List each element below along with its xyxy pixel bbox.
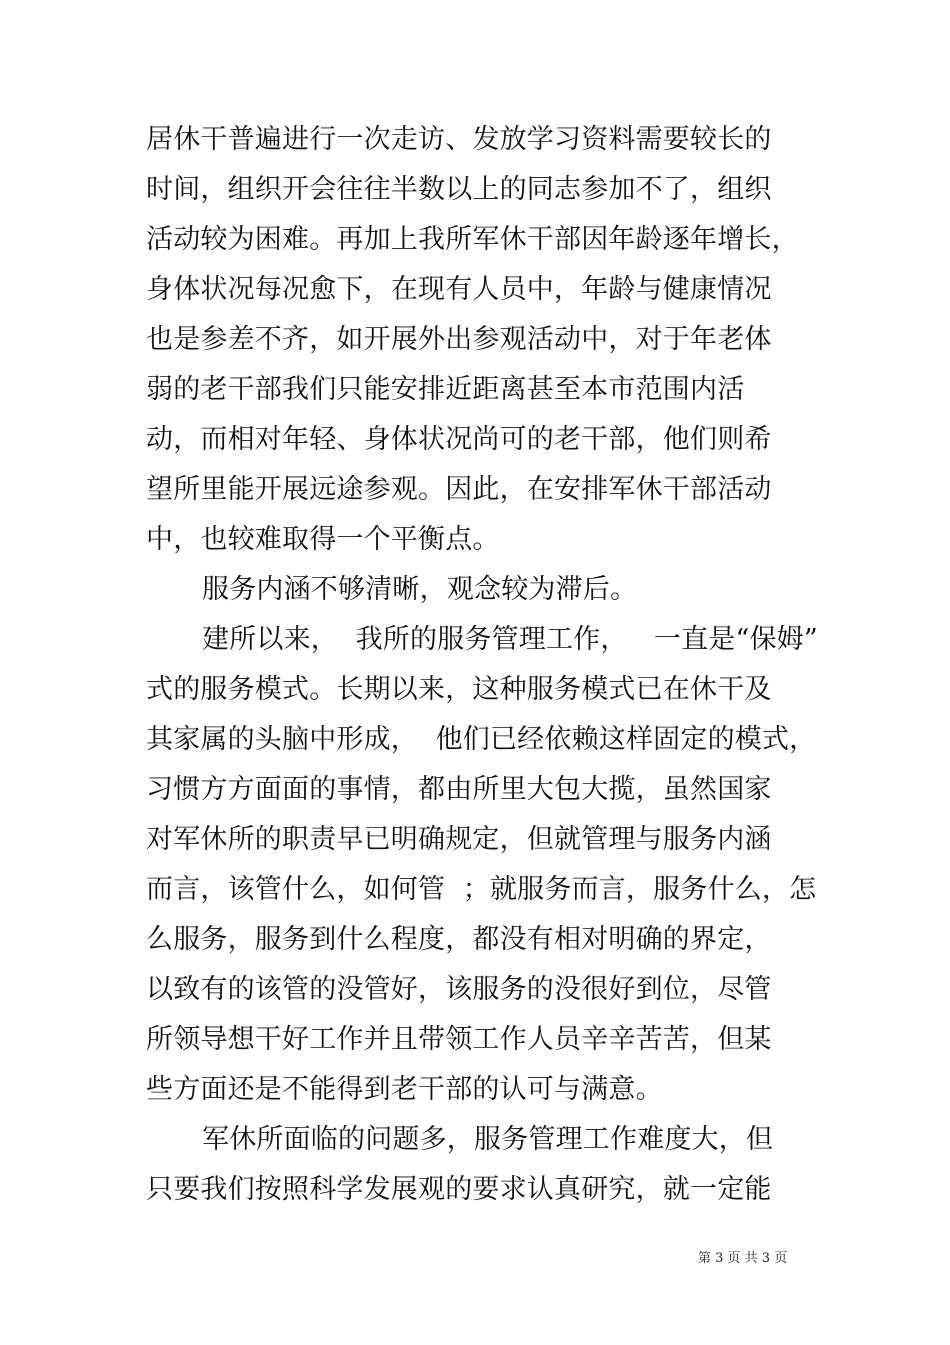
paragraph-line: 以致有的该管的没管好，该服务的没很好到位，尽管: [146, 974, 772, 1005]
paragraph-line: 时间，组织开会往往半数以上的同志参加不了，组织: [146, 174, 772, 205]
paragraph-line: 只要我们按照科学发展观的要求认真研究，就一定能: [146, 1174, 772, 1205]
paragraph-line: 建所以来， 我所的服务管理工作， 一直是“保姆”: [202, 624, 818, 655]
paragraph-line: 而言，该管什么，如何管 ；就服务而言，服务什么，怎: [146, 874, 817, 905]
paragraph-line: 也是参差不齐，如开展外出参观活动中，对于年老体: [146, 324, 772, 355]
paragraph-line: 军休所面临的问题多，服务管理工作难度大，但: [202, 1124, 774, 1155]
paragraph-line: 些方面还是不能得到老干部的认可与满意。: [146, 1074, 663, 1105]
section-heading-line: 服务内涵不够清晰，观念较为滞后。: [202, 574, 638, 605]
paragraph-line: 动，而相对年轻、身体状况尚可的老干部，他们则希: [146, 424, 772, 455]
paragraph-line: 居休干普遍进行一次走访、发放学习资料需要较长的: [146, 124, 772, 155]
paragraph-line: 望所里能开展远途参观。因此，在安排军休干部活动: [146, 474, 772, 505]
paragraph-line: 弱的老干部我们只能安排近距离甚至本市范围内活: [146, 374, 745, 405]
paragraph-line: 所领导想干好工作并且带领工作人员辛辛苦苦，但某: [146, 1024, 772, 1055]
paragraph-line: 式的服务模式。长期以来，这种服务模式已在休干及: [146, 674, 772, 705]
paragraph-line: 其家属的头脑中形成， 他们已经依赖这样固定的模式，: [146, 724, 817, 755]
paragraph-line: 么服务，服务到什么程度，都没有相对明确的界定，: [146, 924, 772, 955]
page-number-footer: 第 3 页 共 3 页: [698, 1251, 788, 1266]
paragraph-line: 中，也较难取得一个平衡点。: [146, 524, 500, 555]
paragraph-line: 对军休所的职责早已明确规定，但就管理与服务内涵: [146, 824, 772, 855]
paragraph-line: 习惯方方面面的事情，都由所里大包大揽，虽然国家: [146, 774, 772, 805]
paragraph-line: 身体状况每况愈下，在现有人员中，年龄与健康情况: [146, 274, 772, 305]
paragraph-line: 活动较为困难。再加上我所军休干部因年龄逐年增长，: [146, 224, 799, 255]
